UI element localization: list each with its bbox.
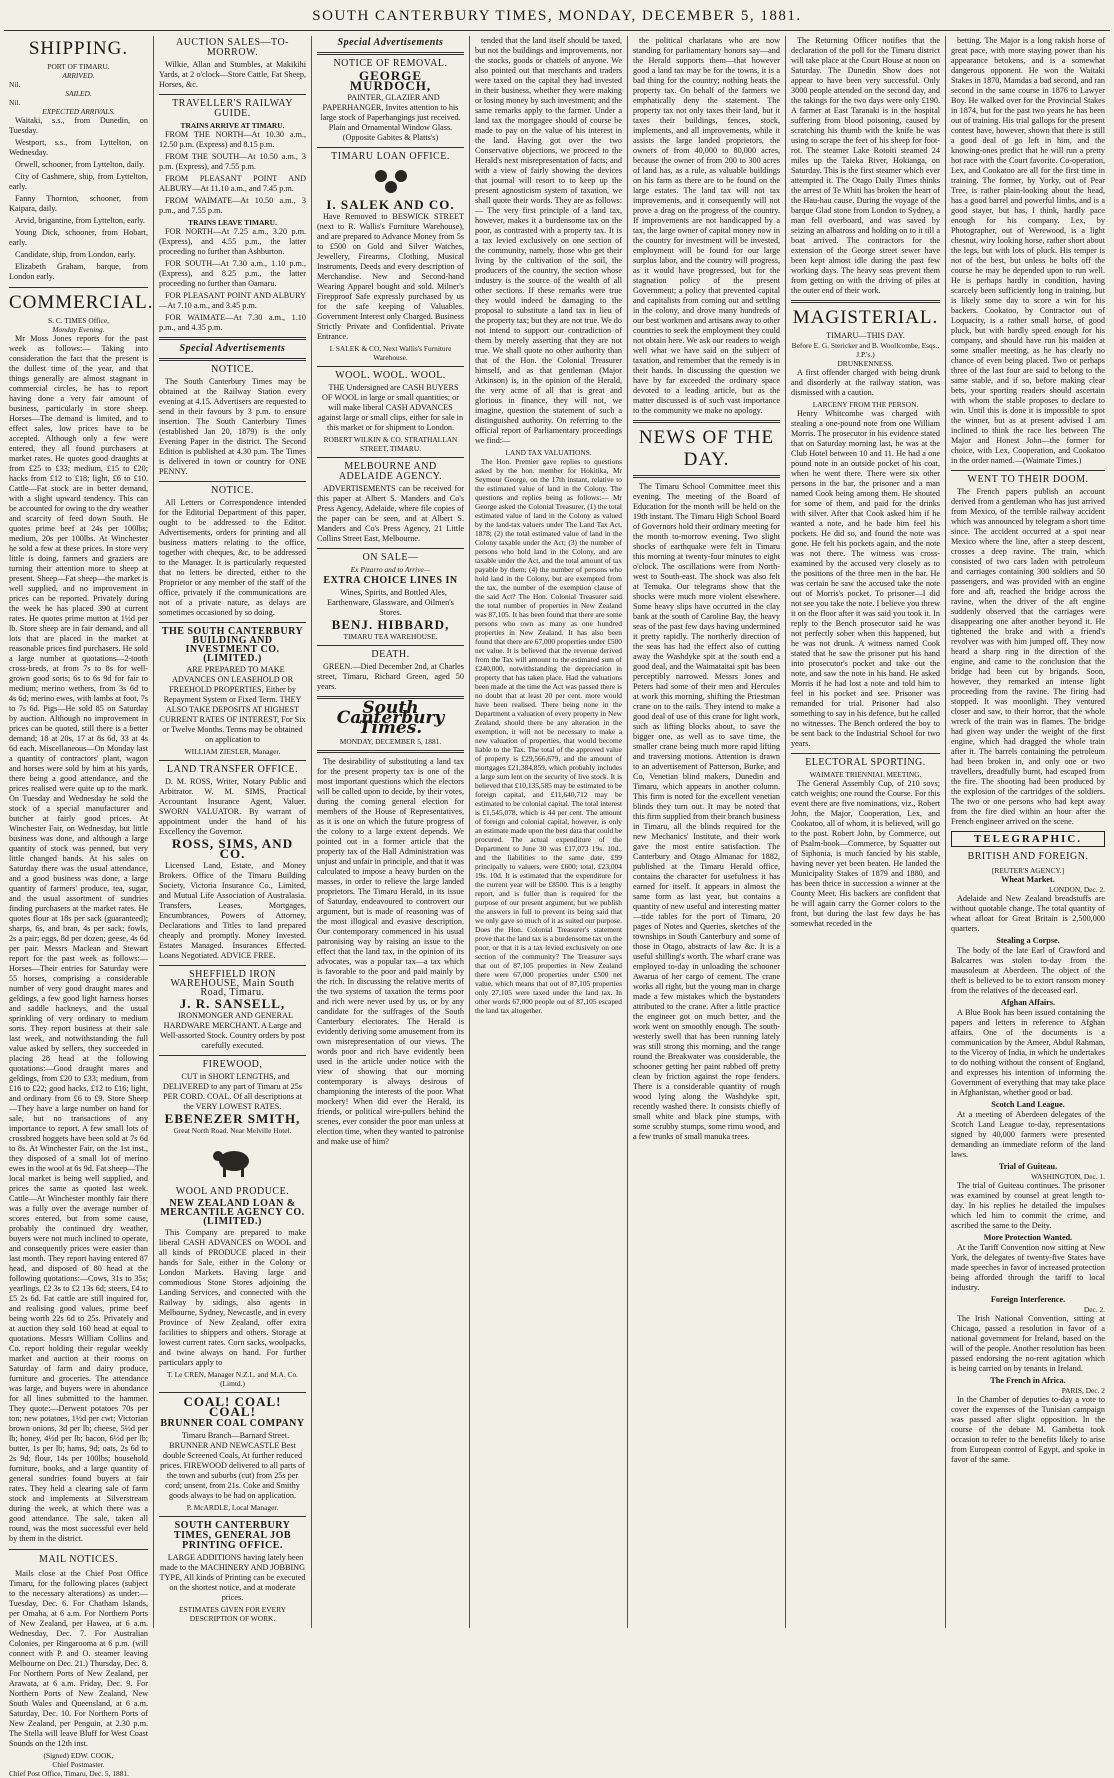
protection-heading: More Protection Wanted. [983,1233,1073,1242]
notice2-text: All Letters or Correspondence intended for the Editorial Department of this paper, ought to be addressed to the Editor. Advertisements, orders for printing and all business matters relating to the office, together with cheques, &c, to be addressed to the Manager. It is particularly requested that no letters be directed, either to the Proprietor or any member of the staff of the office, privately if the communications are not of a private nature, as delays are sometimes occasioned by so doing. [159,498,306,617]
railway-guide-heading: TRAVELLER'S RAILWAY GUIDE. [172,98,293,119]
protection-text: At the Tariff Convention now sitting at New York, the delegates of twenty-five States have made speeches in favor of increased protection being afforded through the tariff to local industry. [951,1243,1105,1292]
commercial-heading: COMMERCIAL. [9,292,154,313]
death-heading: DEATH. [371,649,410,660]
scotch-text: At a meeting of Aberdeen delegates of the Scotch Land League to-day, representations signed by 40,000 farmers were presented demanding an immediate reform of the land laws. [951,1110,1105,1159]
double-divider [791,300,940,303]
leave-item: FOR SOUTH—At 7.30 a.m., 1.10 p.m., (Express), and 8.25 p.m., the latter proceeding no further than Oamaru. [159,259,306,288]
double-divider [633,475,780,478]
murdoch-heading: GEORGE MURDOCH, [349,68,432,93]
expected-item: Candidate, ship, from London, early. [15,250,136,259]
british-foreign-heading: BRITISH AND FOREIGN. [967,851,1089,862]
mail-signed: (Signed) EDW. COOK, [43,1751,114,1760]
africa-dateline: PARIS, Dec. 2 [1061,1386,1105,1395]
sheffield-heading: SHEFFIELD IRON WAREHOUSE, Main South Road, Timaru. [170,969,295,998]
nz-loan-sig: T. Le CREN, Manager N.Z.L. and M.A. Co. (Limtd.) [166,1370,299,1388]
arrive-item: FROM WAIMATE—At 10.50 a.m., 3 p.m., and 7.55 p.m. [159,196,306,215]
drunkenness-heading: DRUNKENNESS. [837,359,894,368]
double-divider [317,750,464,753]
drunkenness-text: A first offender charged with being drunk and disorderly at the railway station, was dismissed with a caution. [791,368,940,397]
divider [791,753,940,754]
arrived-value: Nil. [9,80,21,89]
brunner-heading: BRUNNER COAL COMPANY [160,1418,305,1429]
divider [9,1549,148,1550]
nz-loan-text: This Company are prepared to make liberal CASH ADVANCES on WOOL and all kinds of PRODUCE placed in their hands for Sale, either in the Colony or London Markets. Having large and commodious Stone Stores adjoining the Landing Services, and connected with the Railway by sidings, also agents in Melbourne, Sydney, Newcastle, and in every Province of New Zealand, offer extra facilities to shippers and others. Storage at lowest current rates. Corn sacks, woolpacks, and twine always on hand. For further particulars apply to [159,1228,306,1367]
sansell-heading: J. R. SANSELL, [179,996,286,1011]
leave-item: FOR NORTH—At 7.25 a.m., 3.20 p.m. (Express), and 4.55 p.m., the latter proceeding no further than Ashburton. [159,227,306,256]
mail-postmaster: Chief Postmaster. [52,1760,105,1769]
salek-heading: I. SALEK AND CO. [326,197,455,212]
auction-text: Wilkie, Allan and Stumbles, at Makikihi Yards, at 2 o'clock—Store Cattle, Fat Sheep, Horses, &c. [159,60,306,89]
wool-heading: WOOL. WOOL. WOOL. [335,370,446,381]
larceny-text: Henry Whitcombe was charged with stealing a one-pound note from one William Morris. The prosecutor in his evidence stated that on Saturday morning last, he was at the Club Hotel between 10 and 11. He had a one pound note in an outside pocket of his coat, when he went there. There were six other persons in the bar, the prisoner and a man named Cook being among them. He shouted for some of them, and paid for the drinks with silver. After that Cook asked him if he wanted a note, and he bade him feel his pockets. He did so, and found the note was gone. He felt his pockets again, and the note was not there. The witness was cross-examined by the accused very closely as to the positions of the three men in the bar. He was certain he saw the accused take the note out of Morris's pocket. To prisoner—I did not see you take the note. I believe you threw it on the floor after it was said you took it. In reply to the Bench prosecutor said he was not perfectly sober when this happened, but he was not drunk. A witness named Cook stated that he saw the prisoner put his hand into prosecutor's pocket and take out the note, and saw the note in his hand. He asked Morris if he had lost a note and told him to feel in his pocket and see. Prisoner was remanded for trial. Prisoner had also something to say in his defence, but he called no witnesses. The Bench ordered the boy to be sent back to the Industrial School for two years. [791,409,940,748]
divider [159,622,306,623]
columns [4,36,1110,1778]
reuter-heading: [REUTER'S AGENCY.] [991,866,1065,875]
special-ads-heading: Special Advertisements [179,343,286,354]
arrived-heading: ARRIVED. [62,71,95,80]
foreign-text: The Irish National Convention, sitting at Chicago, passed a resolution in favor of a national government for Ireland, based on the will of the people. Another resolution has been passed endorsing the no-rent agitation which is being carried on by tenants in Ireland. [951,1314,1105,1373]
waimate-text: The General Assembly Cup, of 210 sovs; catch weights; one round the Course. For this event there are five nominations, viz., Robert John, the Major, Cooperation, Lex, and Cookatoo, all of whom, it is believed, will go to the post. Robert John, by Commerce, out of Psalm-book—Commerce, by Squatter out of Siphonia, is much fancied by his stable, having never yet been beaten. He landed the Municipality Stakes of 1879 and 1880, and has been thrice in succession a winner at the County Meet. His backers are confident that he will again carry the Gorner colors to the front, but during the last few days he has somewhat receded in the [791,779,940,928]
wheat-dateline: LONDON, Dec. 2. [1048,885,1105,894]
column-1 [4,36,154,1778]
expected-item: Elizabeth Graham, barque, from London early. [9,262,148,281]
firewood-text: CUT in SHORT LENGTHS, and DELIVERED to any part of Timaru at 25s PER CORD. COAL. Of all descriptions at the VERY LOWEST RATES. [163,1072,302,1111]
murdoch-text: PAINTER, GLAZIER AND PAPERHANGER, Invites attention to his large stock of Paperhangings just received. Plain and Ornamental Window Glass. (Opposite Gabites & Platts's) [320,93,461,142]
port-heading: PORT OF TIMARU. [47,62,110,71]
divider [159,481,306,482]
doom-text: The French papers publish an account derived from a gentleman who has just arrived from Mexico, of the terrible railway accident which was announced by telegram a short time since. The accident occurred at a spot near Mexico where the line, after a steep descent, crosses a deep ravine. The train, which consisted of two cars laden with petroleum and carriages containing 300 soldiers and 50 passengers, and was provided with an engine fore and aft, reached the bridge across the ravine, when the driver of the aft engine suddenly observed that the carriages were disappearing one after another beyond it. He tightened the brake and with a friend's revolver was with him jumped off. They now heard a sharp ring in the direction of the engine, and came to the conclusion that the bridge had been cut by brigands. Soon, however, they remarked an intense light proceeding from the ravine. The firing had stopped. It was moonlight. They ventured closer and saw, to their horror, that the whole wreck of the train was in flames. The bridge had given way under the weight of the first engine, which had dragged the whole train after it. The barrels containing the petroleum had been broken in, and only one or two travellers, dreadfully burnt, had escaped from the fire. The shooting had been produced by the explosion of the cartridges of the soldiers. The two or one persons who had kept away from the fire died within an hour after the French engineer arrived on the scene. [951,487,1105,826]
ebenezer-smith: EBENEZER SMITH, [164,1111,301,1126]
land-tax-heading: LAND TAX VALUATIONS. [505,448,592,457]
paper-date: MONDAY, DECEMBER 5, 1881. [339,737,442,746]
column-2 [154,36,312,1628]
expected-item: City of Cashmere, ship, from Lyttelton, early. [9,172,148,191]
nz-loan-heading: NEW ZEALAND LOAN & MERCANTILE AGENCY CO. (LIMITED.) [160,1198,305,1227]
divider [317,147,464,148]
divider [159,1516,306,1517]
mail-notices-text: Mails close at the Chief Post Office Timaru, for the following places (subject to the necessary alterations) as under:— Tuesday, Dec. 6. For Chatham Islands, per Omaha, at 6 a.m. For Northern Ports of New Zealand, per Hawea, at 6 a.m. Wednesday, Dec. 7. For Australian Colonies, per Ringarooma at 6 p.m. (will connect with P. and O. steamer leaving Melbourne on Dec. 21.) Thursday, Dec. 8. For Northern Ports of New Zealand, per Arawata, at 6 a.m. Friday, Dec. 9. For Northern Ports of New Zealand, New South Wales and Queensland, at 6 a.m. Saturday, Dec. 10. For Northern Ports of New Zealand, per Penguin, at 2.30 p.m. The Stella will leave Bluff for West Coast Sounds on the 12th inst. [9,1569,148,1748]
hibbard-sub: TIMARU TEA WAREHOUSE. [343,632,438,641]
larceny-heading: LARCENY FROM THE PERSON. [812,400,919,409]
masthead: SOUTH CANTERBURY TIMES, MONDAY, DECEMBER 5, 1881. [312,8,802,24]
trains-leave-heading: TRAINS LEAVE TIMARU. [188,218,277,227]
job-printing-text: LARGE ADDITIONS having lately been made to the MACHINERY AND JOBBING TYPE, All kinds of Printing can be executed on the shortest notice, and at moderate prices. [159,1553,306,1602]
special-ads-heading: Special Advertisements [337,37,444,48]
column-6 [786,36,946,1628]
africa-heading: The French in Africa. [990,1376,1066,1385]
divider [317,457,464,458]
doom-heading: WENT TO THEIR DOOM. [967,474,1089,485]
scotch-heading: Scotch Land League. [991,1100,1065,1109]
column-3 [312,36,470,1628]
firewood-heading: FIREWOOD, [202,1059,263,1070]
trains-arrive-heading: TRAINS ARRIVE AT TIMARU. [180,121,285,130]
auction-heading: AUCTION SALES—TO-MORROW. [175,37,290,58]
column-7 [946,36,1110,1628]
africa-text: In the Chamber of deputies to-day a vote to cover the expenses of the Tunisian campaign was passed after slight opposition. In the course of the debate M. Gambetta took occasion to refer to the benefits likely to arise from European control of Egypt, and spoke in favor of the same. [951,1395,1105,1464]
building-co-sig: WILLIAM ZIESLER, Manager. [184,747,281,756]
column-5 [628,36,786,1628]
sailed-value: Nil. [9,98,21,107]
job-printing-footer: ESTIMATES GIVEN FOR EVERY DESCRIPTION OF WORK. [179,1605,286,1623]
divider [951,470,1105,471]
magisterial-heading: MAGISTERIAL. [792,307,939,328]
mail-notices-heading: MAIL NOTICES. [39,1554,118,1565]
expected-item: Westport, s.s., from Lyttelton, on Wednesday. [9,138,148,157]
magisterial-sub: TIMARU—THIS DAY. [826,331,905,340]
sansell-text: IRONMONGER AND GENERAL HARDWARE MERCHANT. A Large and Well-assorted Stock. Country orders by post carefully executed. [160,1011,305,1050]
brunner-text: Timaru Branch—Barnard Street. BRUNNER AND NEWCASTLE Best double Screened Coals, At further reduced prices. FIREWOOD delivered to all parts of the town and suburbs (cut) from 25s per cord; unsent, from 21s. Coke and Smithy goods always to be had on application. [160,1431,305,1500]
wheat-text: Adelaide and New Zealand breadstuffs are without quotable change. The total quantity of wheat afloat for Great Britain is 2,500,000 quarters. [951,894,1105,933]
expected-item: Fanny Thornton, schooner, from Kaipara, daily. [9,194,148,213]
wool-text: THE Undersigned are CASH BUYERS OF WOOL in large or small quantities; or will make liberal CASH ADVANCES against large or small clips, either for sale in this market or for shipment to London. [317,383,464,432]
wool-produce-heading: WOOL AND PRODUCE. [175,1186,290,1197]
guiteau-dateline: WASHINGTON, Dec. 1. [1031,1172,1105,1181]
expected-item: Orwell, schooner, from Lyttelton, daily. [15,160,145,169]
expected-heading: EXPECTED ARRIVALS. [42,107,115,116]
expected-item: Young Dick, schooner, from Hobart, early. [9,228,148,247]
notice2-heading: NOTICE. [211,485,254,496]
arrive-item: FROM THE SOUTH—At 10.50 a.m., 3 p.m. (Express), and 7.55 p.m. [159,152,306,171]
divider [317,366,464,367]
divider [9,287,148,288]
coal-heading: COAL! COAL! COAL! [183,1394,282,1419]
ross-sims-text: Licensed Land, Estate, and Money Brokers. Office of the Timaru Building Society, Victoria Insurance Co., Limited, and Mutual Life Association of Australasia. Transfers, Leases, Mortgages, Encumbrances, Powers of Attorney, Declarations and Titles to land prepared cheaply and promptly. Money Invested. Estates Managed. Insurances Effected. Loans Negotiated. ADVICE FREE. [159,861,306,960]
shipping-heading: SHIPPING. [28,38,129,59]
foreign-heading: Foreign Interference. [990,1295,1066,1304]
smith-address: Great North Road. Near Melville Hotel. [173,1126,292,1135]
guiteau-heading: Trial of Guiteau. [998,1162,1058,1171]
sailed-heading: SAILED. [65,89,92,98]
wines-text: Wines, Spirits, and Bottled Ales, Earthenware, Glassware, and Oilmen's Stores. [327,588,454,617]
divider [159,1055,306,1056]
divider [317,645,464,646]
editorial-conclusion: the political charlatans who are now standing for parliamentary honors say—and the Herald supports them—that however good a land tax may be for the towns, it is a bad thing for the country; nothing beats the property tax. On behalf of the farmers we emphatically deny the statement. The property tax not only taxes their land, but it taxes their buildings, fences, stock, implements, and all improvements, while it assists the large landed proprietors, the owners of from 40,000 to 80,000 acres, because the owner of from 200 to 300 acres of land has, as a rule, as valuable buildings on his farm as there are to be found on the large estates. The land tax will not tax improvements, and it consequently will not prove a drag on the progress of the country. If improvements are not handicapped by a tax, the large owner of capital money now in the country for investment will be invested, employment will be found for our large surplus labor, and the country will progress, as it would have progressed, but for the stagnation policy of the present Government; a policy that prevented capital and capitalists from coming out and settling in the colony, and drove many hundreds of our best workmen and artisans away to other countries to seek the employment they could not obtain here. We ask our readers to weigh well what we have said on the subject of taxation, and remember that the remedy is in their hands. In discussing the question we have by far exceeded the ordinary space devoted to a leading article, but as the matter discussed is of such vast importance to the community we make no apology. [633,36,780,415]
building-co-text: ARE PREPARED TO MAKE ADVANCES ON LEASEHOLD OR FREEHOLD PROPERTIES, Either by Repayment System or Fixed Term. THEY ALSO TAKE DEPOSITS AT HIGHEST CURRENT RATES OF INTEREST, For Six or Twelve Months. Terms may be obtained on application to [159,665,306,744]
news-text: The Timaru School Committee meet this evening. The meeting of the Board of Education for the month will be held on the 19th instant. The Timaru High School Board of Governors hold their ordinary meeting for the month to-morrow evening. Two slight shocks of earthquake were felt in Timaru this morning at twenty-four minutes to eight o'clock. The oscillations were from North-west to South-east. The shock was also felt at Temuka. Our telegrams show that the shocks were much more violent elsewhere. Some heavy slips have occurred in the clay bank at the south of Caroline Bay, the heavy seas of the past few days having undermined it pretty rapidly. The northerly direction of the seas has had the effect also of cutting away the Washdyke spit at the south end a good deal, and the Waimataitai spit has been perceptibly narrowed. Messrs Jones and Peters had some of their men and Hercules at work this morning, shifting the Priestman crane on to the rails. They intend to make a good deal of use of this crane for light work, such as lifting blocks about, to save the bigger one, as well as to save time, the smaller crane being much more rapid lifting and traversing motions. Attention is drawn to an advertisement of Patterson, Burke, and Co, Venetian blind makers, Dunedin and Timaru, which appears in another column. This firm is noted for the excellent venetian blinds they turn out. It may be noted that this firm supplied from their branch business in Timaru, all the blinds required for the new Mechanics' Institute, and their work gave the most entire satisfaction. The Canterbury and Otago Almanac for 1882, published at the Timaru Herald office, contains the character for usefulness it has earned for itself. It appears in almost the same form as last year, but contains a quantity of new useful and interesting matter—tide tables for the port of Timaru, 20 pages of Notes and Queries, sketches of the townships in South Canterbury and some of those in Otago, abstracts of law &c. It is a useful shilling's worth. The wharf crane was employed to-day in unloading the schooner Awarua of her cargo of cement. The crane works all right, but the young man in charge made a few mistakes which the bystanders attributed to the crane. After a little practice the engineer got on much better, and the work went on smoothly enough. The south-westerly swell that has been running lately was still strong this morning, and the range round the Breakwater was considerable, the schooner getting her paint rubbed off pretty clean by friction against the rope fenders. There is a considerable quantity of rough wood lying along the Washdyke spit, recently washed there. It consists chiefly of small white and black pine stumps, with some scrubby stumps, some rimu wood, and a few trunks of small manuka trees. [633,482,780,1141]
divider [317,548,464,549]
editorial-continued: tended that the land itself should be taxed, but not the buildings and improvements, nor the stocks, goods or chattels of anyone. We also pointed out that merchants and traders were taxed on the capital they had invested in their business, whether they were making or losing money by such investment; and the same remarks apply to the farmer. Under a land tax the mortgagee should of course be made to pay on the value of his interest in the land. Having got over the two Conservative objections, we proceed to the Herald's next misrepresentation of facts; and with a view of fairly showing the devices that journal will resort to to keep up the present agnosticism system of taxation, we shall quote their words. They are as follows:— The very first principle of a land tax, however, makes it a burdensome tax on the poor, as contrasted with a property tax. It is a tax levied exclusively on one section of the community, namely, those who get their living by the cultivation of the soil, the producers of the country, the section whose industry is the source of the wealth of all other sections. If these remarks were true they would indeed be damaging to the proposal to substitute a land tax in lieu of the property tax; but they are not true. We do not intend to support our contradiction of them by merely asserting that they are not true. We shall quote no other authority than that of the Hon. the Colonial Treasurer himself, and as that gentleman (Major Atkinson) is, in the opinion of the Herald, the very acme of all that is great and glorious in finance, they will not, we imagine, question the statement of such a distinguished authority. On referring to the official report of Parliamentary proceedings we find:— [475,36,622,445]
on-sale-heading: ON SALE— [362,552,419,563]
corpse-heading: Stealing a Corpse. [996,936,1060,945]
pawnbroker-balls-icon [371,168,411,194]
commercial-report: Mr Moss Jones reports for the past week as follows:— Taking into consideration the fact that the present is the dullest time of the year, and that things generally are almost stagnant in commercial circles, he has to report having done a very fair amount of business, particularly in store sheep. Horses—The demand is limited, and to effect sales, low prices have to be accepted. Although only a few were entered, they all found purchasers at market rates. He quotes good draughts at from £25 to £33; medium, £15 to £20; hacks from £12 to £18; light, £6 to £10. Cattle—Fat stock are in better demand, with a slight upward tendency. This can be accounted for owing to the dry weather and scarcity of feed down South. He quotes prime beef at 24s per 100lbs; medium, 20s per 100lbs. At Winchester he sold a few at these prices. In store very little is doing, farmers and graziers are turning their attention more to sheep at present. Sheep—Fat sheep—the market is well supplied, and no improvement in prices can be reported. Privately during the week he has placed 390 at current rates. He quotes prime mutton at 1½d per lb. Store sheep are in fair demand, and all lots that are placed in the market at reasonable prices find purchasers. He sold a large number at quotations—2-tooth cross-breds, at from 7s to 8s for well-grown good sorts; 6s to 6s 9d for fair to medium; merino wethers, from 3s 6d to 4s 6d; merino ewes, with lambs at foot, 7s to 7s 6d. Pigs—He sold 85 on Saturday by auction. Although no improvement in prices can be quoted, still there is a better demand; 18 at 20s, 17 at 8s 6d, 33 at 4s 6d each. Miscellaneous—On Monday last a quantity of contractors' plant, wagon and horses were sold by him at his yards, there being a good attendance, and the prices realised were quite up to the mark. On Tuesday and Wednesday he sold the stock of a special manufacturer and butcher at fairly good prices. At Winchester Fair, on Wednesday, but little business was done, and although a large quantity of stock was penned, but very little changed hands. At his sales on Saturday there was the usual attendance, and a good business was done, a large quantity of farmers' produce, tea, sugar, and the usual assortment of sundries finding purchasers at the market rates. He quotes flour at 18s per sack (guaranteed); sharps, 6s, and bran, 4s per sack; fowls, 2s a pair; eggs, 8d per dozen; geese, 4s 6d per pair. Messrs Maclean and Stewart report for the past week as follows:— Horses—Their entries for Saturday were 55 horses, comprising a considerable number of very good draught mares and geldings, a few good light harness horses and saddle hackneys, and the usual sprinkling of very ordinary to medium sorts. They report business at their sale last week, and notwithstanding the full value asked by sellers, they succeeded in placing 28 head at the following quotations:—Good draught mares and geldings, from £20 to £33; medium, from £16 to £22; good hacks, £12 to £16; light, and ordinary from £6 to £9. Store Sheep—They have a large number on hand for sale, but no transactions of any importance to report. A few small lots of crossbred hoggets have been sold at 7s 6d to 8s. At Winchester Fair, on the 1st inst., they disposed of a small lot of merino ewes in the wool at 6s 9d. Fat sheep—The local market is being well supplied, and prices the same as quoted last week. Cattle—At Winchester monthly fair there was a fully over the average number of scores entered, but from some cause, probably the continued dry weather, buyers were not much inclined to operate, and consequently prices were easier than last month. They report having entered 87 head, and disposed of 80 head at the following quotations:—Cows, 31s to 35s; yearlings, £2 3s to £2 13s 6d; steers, £4 to £5 2s 6d. Fat cattle are still inquired for, and realising good values, prime beef being worth 22s 6d to 25s. Privately and at auction they sold 160 head at equal to quotations. Messrs William Collins and Co. report holding their regular weekly market and auction at their rooms on Saturday of farm and dairy produce, furniture and groceries. The attendance was large, and buyers were in abundance for all lines submitted to the hammer. They quote:—Derwent potatoes 70s per ton; new potatoes, 1½d per cwt; Victorian brown onions, 3d per lb; cheese, 5½d per lb; honey, 4½d per lb; bacon, 6½d per lb; butter, 1s per lb; hams, 9d; oats, 2s 6d to 2s 9d; flour, 14s per 100lbs; household furniture, books, and a large quantity of general sundries found buyers at fair rates. They held a clearing sale of farm stock and implements at Silverstream during the week, at which there was a good attendance. The sale, taken all round, was the most successful ever held by them in the district. [9,334,148,1543]
news-of-the-day-heading: NEWS OF THE DAY. [638,427,775,470]
news-continued: The Returning Officer notifies that the declaration of the poll for the Timaru district will take place at the Court House at noon on Saturday. The Dunedin Show does not appear to have been very successful. Only 3000 people attended on the second day, and the takings for the two days were only £190. A farmer at East Taranaki is in the hospital suffering from blood poisoning, caused by scratching his thumb with the knife he was using to scrape the feet of his sheep for foot-rot. The steamer Lake Rotoiti steamed 24 miles up the Taieka River, Hokianga, on Saturday. This is the first steamer which ever attempted it. The Otago Daily Times thinks the arrest of Te Whiti has broken the heart of the Hau-hau cause. During the voyage of the barque Glad stone from London to Sydney, a man fell overboard, and was saved by seizing an albatross and holding on to it till a boat arrived. The contractors for the extension of the George street sewer have been kept almost idle during the past few working days. The heavy seas prevent them from getting on with the driving of piles at the outer end of their work. [791,36,940,295]
foreign-dateline: Dec. 2. [1083,1305,1105,1314]
land-tax-report: The Hon. Premier gave replies to questions asked by the hon. member for Hokitika, Mr Seymour George, on the 17th instant, relative to the estimated value of land in the Colony. The questions and replies being as follows:— Mr George asked the Colonial Treasurer, (1) the total estimated value of land in the Colony as valued by the land-tax valuers under The Land Tax Act, 1878; (2) the total estimated value of land in the Colony taxable under the Act; (3) the number of persons who hold land in the Colony, and are taxable under the Act, and the total amount of tax payable by them; (4) the number of persons who hold land in the Colony, but are exempted from the tax, the number of the exemption clause of the said Act? The Hon. Colonial Treasurer said the total number of properties in New Zealand was 87,105. It has been found that there are some persons who own as many as one hundred properties in New Zealand. It has also been found that there are 67,000 properties under £500 net value. It is believed that the revenue derived from the Tax will amount to the estimated sum of £240,000, notwithstanding the depreciation in property that has taken place. Had the valuations been made at the time the Act was passed there is no doubt that at least 20 per cent. more would have been realised. There being none in the Department a valuation of every property in New Zealand, should there be any alteration in the exemption, it will not be necessary to make a new valuation of properties, that would become liable to the Tax. The total of the approved value of property is £29,566,679, and the amount of mortgages £21,384,859, which probably includes a large sum lent on the security of live stock. It is believed that £10,135,585 may be estimated to be foreign capital, and £11,640,712 may be estimated to be colonial capital. The total interest is £1,545,078, which is 44 per cent. The amount of foreign and colonial capital, however, is only an estimate made upon the best data that could be procured. The actual expenditure of the Department to June 30 was £17,073 19s. 10d., and the liabilities to the same date, £99 principally to valuers, were £600; total, £23,004 19s. 10d. It is estimated that the expenditure for the current year will be £8500. This is a lengthy report, and is fuller than is required for the purpose of our present argument, but we publish the answers in full to prevent its being said that we only gave so much of it as suited our purpose. Does the Hon. Colonial Treasurer's statement prove that the land tax is a burdensome tax on the poor, or that it is a tax levied exclusively on one section of the community? The Treasurer says that out of 87,105 properties in New Zealand there were 67,000 properties under £500 net value, which means that out of 87,105 properties only 27,105 were taxed under the land tax. In other words 67,000 people out of 87,105 escaped the land tax altogether. [475,457,622,1015]
telegraphic-heading: TELEGRAPHIC. [951,831,1105,847]
corpse-text: The body of the late Earl of Crawford and Balcarres was stolen to-day from the mausoleum at Aberdeen. The object of the theft is believed to be to extort ransom money from the relatives of the deceased earl. [951,946,1105,995]
brunner-sig: P. McARDLE, Local Manager. [186,1503,279,1512]
job-printing-heading: SOUTH CANTERBURY TIMES, GENERAL JOB PRINTING OFFICE. [173,1520,292,1551]
removal-heading: NOTICE OF REMOVAL. [333,58,448,69]
guiteau-text: The trial of Guiteau continues. The prisoner was examined by counsel at great length to-day. In his replies he detailed the impulses which led him to commit the crime, and ascribed the same to the Deity. [951,1181,1105,1230]
masthead-rule [4,30,1110,31]
ross-sims-heading: ROSS, SIMS, AND CO. [171,836,294,861]
double-divider [159,358,306,361]
arrive-item: FROM THE NORTH—At 10.30 a.m., 12.50 p.m. (Express) and 8.15 p.m. [159,130,306,149]
notice-text: The South Canterbury Times may be obtained at the Railway Station every evening at 4.15. Advertisers are requested to send in their favours by 3 p.m. to ensure insertion. The South Canterbury Times (established Jan 20, 1879) is the only Evening Paper in the district. The Second Edition is published at 4.30 p.m. The Times is delivered in town or country for ONE PENNY. [159,377,306,476]
loan-office-heading: TIMARU LOAN OFFICE. [331,151,450,162]
leave-item: FOR WAIMATE—At 7.30 a.m., 1.10 p.m., and 4.35 p.m. [159,313,306,332]
land-transfer-text: D. M. ROSS, Writer, Notary Public and Arbitrator. W. M. SIMS, Practical Accountant Insurance Agent, Valuer. SWORN VALUATOR. By warrant of appointment under the hand of his Excellency the Governor. [159,777,306,836]
commercial-office: S. C. TIMES Office, [48,316,109,325]
electoral-sporting-heading: ELECTORAL SPORTING. [805,757,926,768]
wilkin-sig: ROBERT WILKIN & CO. STRATHALLAN STREET, TIMARU. [323,435,458,453]
editorial-text: The desirability of substituting a land tax for the present property tax is one of the most important questions which the electors will be called upon to decide, by their votes, during the coming general election for members of the House of Representatives, as it is one on which the future progress of the colony to a large extent depends. We pointed out in a former article that the property tax of the Hall Administration was unjust and unfair in principle, and that it was calculated to impose a heavy burden on the masses, in order to relieve the large landed proprietors. The Timaru Herald, in its issue of Saturday, endeavoured to controvert our argument, but is made of reasoning was of the most illogical and evasive description. Our contemporary commenced in his usual patronising way by raising an issue to the effect that the land tax, in the opinion of its advocates, was a popular tax—a tax which is favorable to the poor and paid mainly by the rich. In discussing the relative merits of the two systems of taxation the terms poor and rich were never used by us, or by any candidate for the suffrages of the South Canterbury electorates. The Herald is evidently deriving some amusement from its own misrepresentation of our views. The words poor and rich have evidently been used in the article under notice with the view of showing that our morning contemporary is always desirous of championing the interests of the poor. What mockery! When did ever the Herald, its friends, or political wire-pullers behind the scenes, ever consider the poor man unless at election time, when they wanted to patronise and make use of him? [317,757,464,1146]
land-transfer-heading: LAND TRANSFER OFFICE. [166,764,299,775]
melbourne-text: ADVERTISEMENTS can be received for this paper at Albert S. Manders and Co's Press Agency, Adelaide, where file copies of the paper can be seen, and at Albert S. Manders and Co's Press Agency, 21 Little Collins Street East, Melbourne. [317,484,464,543]
arrive-item: FROM PLEASANT POINT AND ALBURY—At 11.10 a.m., and 7.45 p.m. [159,174,306,193]
expected-list [9,116,148,282]
commercial-date: Monday Evening. [52,325,105,334]
paper-nameplate: South Canterbury Times. [336,698,445,738]
leave-item: FOR PLEASANT POINT AND ALBURY—At 7.10 a.m., and 3.45 p.m. [159,291,306,310]
afghan-text: A Blue Book has been issued containing the papers and letters in reference to Afghan affairs. One of the documents is a communication by the Ameer, Abdul Rahman, to the Viceroy of India, in which he undertakes to do nothing without the consent of England, and expresses his intention of informing the Government of everything that may take place in Afghanistan, whether good or bad. [951,1008,1105,1097]
salek-text: Have Removed to BESWICK STREET (next to R. Wallis's Furniture Warehouse), and are prepared to Advance Money from 5s to £500 on Gold and Silver Watches, Jewellery, Firearms, Clothing, Musical Instruments, Deeds and every description of Merchandise. New and Second-hand Wearing Apparel bought and sold. Milner's Firepproof Safe expressly purchased by us for the safe keeping of Valuables. Government Interest only Charged. Business Strictly Private and Confidential. Private Entrance. [317,212,464,341]
column-4 [470,36,628,1628]
divider [159,94,306,95]
afghan-heading: Afghan Affairs. [1000,998,1056,1007]
death-text: GREEN.—Died December 2nd, at Charles street, Timaru, Richard Green, aged 50 years. [317,662,464,691]
magisterial-bench: Before E. G. Stericker and B. Woollcombe, Esqs., J.P.'s.) [791,341,940,359]
divider [159,760,306,761]
sheep-woodcut-icon [210,1141,256,1181]
salek-sig: I. SALEK & CO, Next Wallis's Furniture Warehouse. [329,344,452,362]
wines-heading: EXTRA CHOICE LINES IN [323,575,458,586]
expected-item: Arvid, brigantine, from Lyttelton, early. [15,216,145,225]
mail-office-date: Chief Post Office, Timaru, Dec. 5, 1881. [9,1769,129,1778]
on-sale-sub: Ex Pizarro and to Arrive— [350,565,431,574]
melbourne-heading: MELBOURNE AND ADELAIDE AGENCY. [338,461,443,482]
waimate-continued: betting. The Major is a long rakish horse of great pace, with more staying power than his appearance betokens, and is a somewhat dangerous opponent. He won the Waitaki Stakes in 1870, Mamdas a bad second, and ran second in the same course in 1876 to Lawyer Boy. He walked over for the Provincial Stakes in 1874, but for the past two years he has been out of training. His trial gallops for the present contest have, however, shown that there is still a good deal of go left in him, and the knowing-ones predict that he will run a pretty hot race with the Court favorite. Co-operation, Lex, and Cookatoo are all for the first time in training. The former, by Yorky, out of Pear Tree, is rather plain-looking about the head, has a good barrel and powerful limbs, and is a good stayer, but has, I think, hardly pace enough for his company. Lex, by Photographer, out of Werewood, is a light chesnut, wiry looking horse, rather short about the legs, but with lots of pluck. His temper is not of the best, but unless he bolts off the course he may be depended upon to run well. He is perhaps hardly in condition, having scarcely been sufficiently long in training, but is likely some day to score a win for his backers. Cookatoo, by Contractor out of Loquacity, is a rather small horse, of good pluck, but with hardly speed enough for his company, and should have run his maiden at some smaller meeting, as he has clearly no chance of even being placed. Two or perhaps three of the last four are said to belong to the same stable, and if so, before making clear bets, your sporting readers should ascertain with whom the stable proposes to declare to win. Until this is done it is impossible to spot the winner, but as at present advised I am inclined to think the race lies between The Major and Honest John—the former for choice, with Lex, Cooperation, and Cookatoo in the order named.—(Waimate Times.) [951,36,1105,465]
hibbard-heading: BENJ. HIBBARD, [331,617,450,632]
double-divider [317,52,464,55]
double-divider [159,337,306,340]
waimate-heading: WAIMATE TRIENNIAL MEETING. [809,770,922,779]
notice-heading: NOTICE. [211,364,254,375]
building-co-heading: THE SOUTH CANTERBURY BUILDING AND INVESTMENT CO. (LIMITED.) [161,626,304,664]
double-divider [633,420,780,423]
divider [159,965,306,966]
wheat-heading: Wheat Market. [1001,875,1055,884]
expected-item: Waitaki, s.s., from Dunedin, on Tuesday. [9,116,148,135]
divider [159,1392,306,1393]
